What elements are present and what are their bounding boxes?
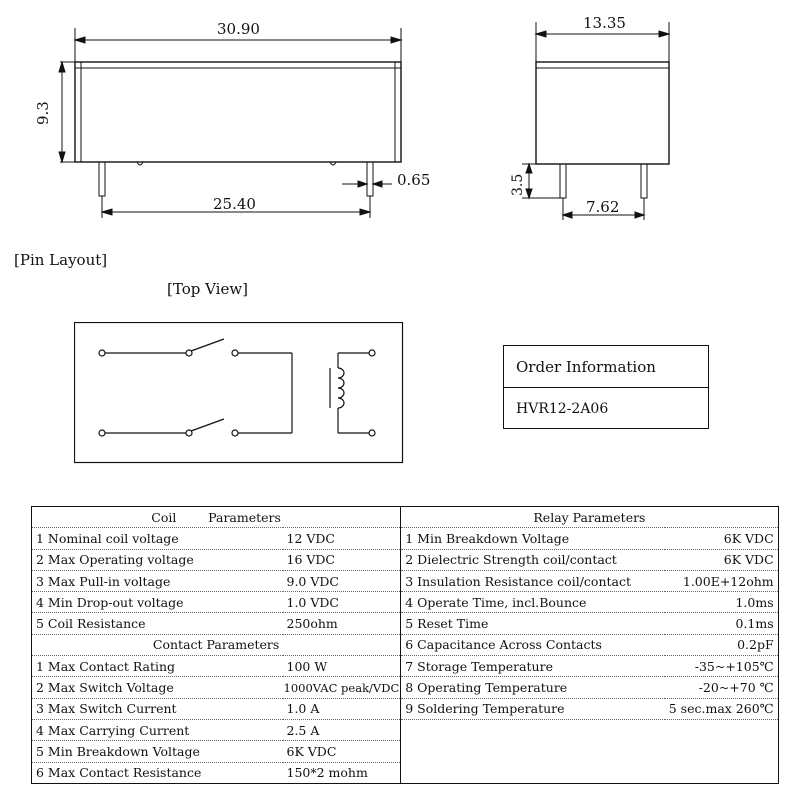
coil-param-value: 250ohm: [283, 613, 401, 634]
table-row: [32, 592, 779, 613]
contact-param-label: 6 Max Contact Resistance: [32, 762, 283, 783]
coil-param-label: 5 Coil Resistance: [32, 613, 283, 634]
pin-layout-schematic: [74, 322, 404, 464]
relay-param-label: 1 Min Breakdown Voltage: [401, 528, 665, 549]
table-row: [32, 634, 779, 655]
table-row: [32, 528, 779, 549]
table-row: [32, 656, 779, 677]
relay-param-label: 3 Insulation Resistance coil/contact: [401, 570, 665, 591]
contact-param-value: 150*2 mohm: [283, 762, 401, 783]
table-row: [32, 719, 779, 740]
dim-pin-length: 3.5: [510, 173, 526, 196]
order-information-box: [503, 345, 709, 429]
contact-param-label: 1 Max Contact Rating: [32, 656, 283, 677]
top-view-label: [Top View]: [167, 280, 249, 298]
side-view-drawing: [500, 0, 690, 230]
table-row: [32, 762, 779, 783]
contact-param-value: 100 W: [283, 656, 401, 677]
table-row: [32, 698, 779, 719]
relay-param-value: 1.00E+12ohm: [665, 570, 778, 591]
coil-param-label: 1 Nominal coil voltage: [32, 528, 283, 549]
contact-parameters-header: Contact Parameters: [32, 634, 401, 655]
parameter-table: [31, 506, 779, 784]
relay-param-value: 0.1ms: [665, 613, 778, 634]
coil-parameters-header: Coil Parameters: [32, 507, 401, 528]
coil-param-value: 1.0 VDC: [283, 592, 401, 613]
contact-param-label: 4 Max Carrying Current: [32, 719, 283, 740]
empty-cell: [401, 762, 778, 783]
dim-pin-width: 0.65: [397, 171, 431, 189]
coil-param-value: 12 VDC: [283, 528, 401, 549]
dim-pin-pitch-short: 7.62: [586, 198, 620, 216]
order-part-number: HVR12-2A06: [516, 401, 609, 417]
relay-param-label: 4 Operate Time, incl.Bounce: [401, 592, 665, 613]
table-row: [32, 677, 779, 698]
relay-param-value: 1.0ms: [665, 592, 778, 613]
contact-param-value: 2.5 A: [283, 719, 401, 740]
relay-param-label: 6 Capacitance Across Contacts: [401, 634, 665, 655]
relay-param-value: 6K VDC: [665, 549, 778, 570]
front-view-drawing: [0, 0, 420, 230]
coil-param-value: 9.0 VDC: [283, 570, 401, 591]
contact-param-label: 5 Min Breakdown Voltage: [32, 741, 283, 762]
relay-param-label: 8 Operating Temperature: [401, 677, 665, 698]
coil-param-value: 16 VDC: [283, 549, 401, 570]
coil-param-label: 4 Min Drop-out voltage: [32, 592, 283, 613]
contact-param-value: 1.0 A: [283, 698, 401, 719]
table-row: [32, 570, 779, 591]
table-row: [32, 549, 779, 570]
table-row: [32, 507, 779, 528]
contact-param-label: 3 Max Switch Current: [32, 698, 283, 719]
dim-length: 30.90: [217, 20, 260, 38]
empty-cell: [401, 719, 778, 740]
contact-param-value: 1000VAC peak/VDC: [283, 677, 401, 698]
dim-height: 9.3: [34, 101, 52, 125]
table-row: [32, 741, 779, 762]
contact-param-label: 2 Max Switch Voltage: [32, 677, 283, 698]
empty-cell: [401, 741, 778, 762]
relay-param-value: -35~+105℃: [665, 656, 778, 677]
contact-param-value: 6K VDC: [283, 741, 401, 762]
pin-layout-title: [Pin Layout]: [14, 251, 108, 269]
relay-param-value: 0.2pF: [665, 634, 778, 655]
relay-param-value: -20~+70 ℃: [665, 677, 778, 698]
dim-width: 13.35: [583, 14, 626, 32]
table-row: [32, 613, 779, 634]
relay-param-label: 5 Reset Time: [401, 613, 665, 634]
coil-param-label: 2 Max Operating voltage: [32, 549, 283, 570]
relay-param-label: 9 Soldering Temperature: [401, 698, 665, 719]
relay-parameters-header: Relay Parameters: [401, 507, 778, 528]
relay-param-value: 6K VDC: [665, 528, 778, 549]
relay-param-label: 7 Storage Temperature: [401, 656, 665, 677]
dim-pin-pitch-long: 25.40: [213, 195, 256, 213]
coil-param-label: 3 Max Pull-in voltage: [32, 570, 283, 591]
order-information-title: Order Information: [504, 346, 708, 388]
relay-param-value: 5 sec.max 260℃: [665, 698, 778, 719]
relay-param-label: 2 Dielectric Strength coil/contact: [401, 549, 665, 570]
